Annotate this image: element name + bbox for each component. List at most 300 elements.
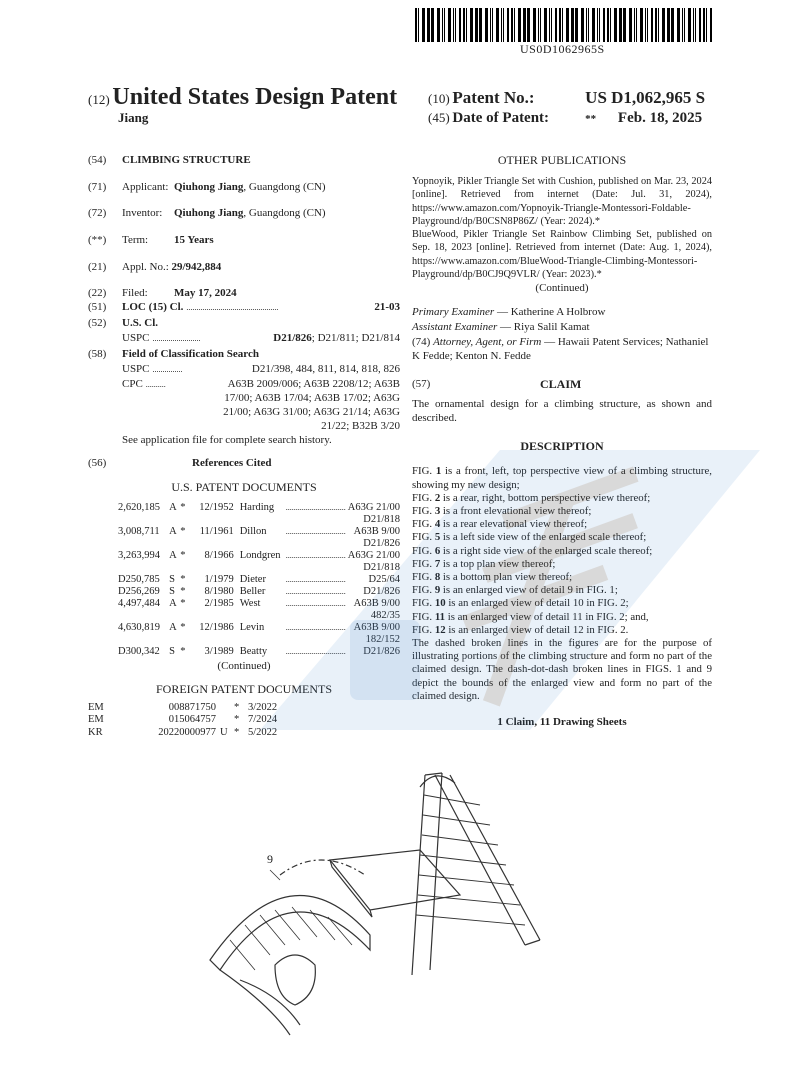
term-row [88,233,400,247]
ref-star: * [180,586,186,597]
barcode-bar [540,8,541,42]
ref-cls: D21/826 [363,646,400,657]
label: Appl. No.: [122,261,169,273]
barcode-bar [544,8,547,42]
right-column [412,153,712,729]
barcode-bar [688,8,691,42]
barcode-bar [459,8,461,42]
fig-text: is a front elevational view thereof; [442,504,592,517]
foreign-reference-row [88,702,308,714]
fig-text: is an enlarged view of detail 11 in FIG. 2; and, [447,610,649,623]
fig-prefix: FIG. [412,557,433,570]
figure-description [412,505,712,518]
foreign-number: 008871750 [168,702,216,713]
assistant-examiner [412,320,712,334]
fig-text: is an enlarged view of detail 10 in FIG. 2; [448,597,629,610]
ref-cls: A63G 21/00 [347,550,400,561]
label: USPC [122,332,150,344]
date-marker: ** [585,113,597,125]
inventor-name: Qiuhong Jiang [174,207,244,219]
fig-prefix: FIG. [412,610,433,623]
barcode-bar [636,8,637,42]
reference-row [118,598,400,610]
barcode-bar [437,8,440,42]
fig-prefix: FIG. [412,597,433,610]
fig-number: 10 [434,597,446,610]
fig-text: is a right side view of the enlarged scale thereof; [442,544,653,557]
foreign-number: 015064757 [168,714,216,726]
loc-row [88,300,400,315]
fig-number: 3 [434,504,441,517]
ref-cls2: D21/826 [363,538,400,549]
barcode-bar [538,8,539,42]
reference-row-cont [118,538,400,550]
leader-dots: .............................. [285,587,346,596]
code: (22) [88,287,107,299]
barcode-bar [455,8,456,42]
appl-number: 29/942,884 [171,261,222,273]
barcode-bar [693,8,694,42]
fig-text: is a top plan view thereof; [442,557,556,570]
ref-date: 2/1985 [204,598,234,609]
barcode-bar [640,8,643,42]
foreign-country: EM [88,702,104,713]
foreign-date: 3/2022 [248,702,278,713]
claims-summary: 1 Claim, 11 Drawing Sheets [497,716,627,729]
barcode-bar [518,8,521,42]
patent-date: Feb. 18, 2025 [617,110,703,126]
code: (71) [88,181,107,193]
barcode-bar [415,8,417,42]
invention-title: CLIMBING STRUCTURE [122,154,251,166]
foreign-kind [220,702,234,714]
reference-row-cont [118,562,400,574]
barcode-bar [463,8,465,42]
title-row [88,153,400,167]
code: (52) [88,317,107,329]
foreign-date: 7/2024 [248,714,278,726]
ref-name: Dieter [239,574,266,585]
barcode-bar [588,8,589,42]
references-heading-row [88,457,400,471]
fig-prefix: FIG. [412,491,433,504]
barcode-bar [571,8,574,42]
barcode-bar [684,8,685,42]
barcode-bar [655,8,657,42]
ref-cls2: 182/152 [365,634,400,645]
ref-kind: S [169,574,175,585]
barcode-bar [527,8,530,42]
barcode-bar [667,8,670,42]
fig-prefix: FIG. [412,518,433,531]
reference-row [118,502,400,514]
barcode-bar [492,8,493,42]
barcode-bar [610,8,611,42]
label: Applicant: [122,181,169,193]
fig-number: 7 [434,557,441,570]
fig-number: 12 [434,623,446,636]
field-row [88,347,400,361]
label: Primary Examiner [412,306,495,319]
fig-text: is an enlarged view of detail 9 in FIG. 1; [442,584,618,597]
barcode-bar [592,8,595,42]
foreign-reference-row [88,727,308,739]
barcode-bar [448,8,451,42]
figure-description [412,584,712,597]
barcode-bar [597,8,598,42]
ref-kind: A [169,622,177,633]
barcode-bar [490,8,491,42]
ref-date: 12/1986 [199,622,234,633]
ref-number: D256,269 [118,586,160,597]
description-body [412,465,712,703]
fig-text: is an enlarged view of detail 12 in FIG. 2. [448,623,629,636]
dots: ............... [152,365,183,374]
fig-text: is a front, left, top perspective view of a climbing structure, showing my new design; [412,465,712,491]
figure-description [412,465,712,491]
barcode-bar [658,8,659,42]
reference-row [118,574,400,586]
foreign-references-table [88,702,308,739]
ref-date: 8/1966 [204,550,234,561]
description-closing: The dashed broken lines in the figures are for the purpose of illustrating portions of the climbing structure and form no part of the claimed design. The dash-dot-dash broken lines in FIGS. 1 and 9 depict the bounds of the enlarged view and form no part of the claimed design. [412,637,712,702]
continued-link[interactable]: (Continued) [217,660,271,672]
code: (51) [88,301,107,313]
ref-date: 12/1952 [199,502,234,513]
figure-description [412,558,712,571]
code: (56) [88,457,107,469]
detail-label: 9 [267,852,273,866]
code: (54) [88,154,107,166]
barcode-bar [501,8,502,42]
reference-row [118,646,400,658]
barcode-bar [607,8,609,42]
ref-name: West [239,598,261,609]
loc-value: 21-03 [374,301,400,313]
barcode-bar [503,8,504,42]
barcode-bar [444,8,445,42]
barcode-bar [603,8,605,42]
ref-number: 3,008,711 [118,526,160,537]
patent-no-label: Patent No.: [452,88,535,107]
barcode-bar [551,8,552,42]
label: LOC (15) Cl. [122,301,184,313]
references-title: References Cited [192,457,272,469]
assistant-examiner-name: — Riya Salil Kamat [500,321,590,334]
attorney [412,335,712,363]
primary-examiner [412,305,712,319]
ref-name: Beatty [239,646,268,657]
leader-dots: .............................. [285,503,346,512]
ref-cls2: D21/818 [363,562,400,573]
cpc-line: 21/00; A63G 31/00; A63G 21/14; A63G [223,406,400,418]
leader-dots: .............................. [285,551,346,560]
design-drawing-fig1 [180,765,620,1065]
barcode-bar [623,8,626,42]
publication-item: BlueWood, Pikler Triangle Set Rainbow Climbing Set, published on Sep. 18, 2023 [online]. Retrieved from internet (Date: Aug. 1, 2024), https://www.amazon.com/BlueWood-Triangle-Climbing-Montessori-Playground/dp/B0CJ9Q9VLR/ (Year: 2023).* [412,229,712,281]
claim-text: The ornamental design for a climbing structure, as shown and described. [412,398,712,425]
description-heading: DESCRIPTION [520,439,604,454]
leader-dots: .............................. [285,575,346,584]
inventor-surname: Jiang [118,110,149,125]
code: (58) [88,348,107,360]
label: Filed: [122,287,148,299]
barcode-bar [562,8,563,42]
fig-prefix: FIG. [412,623,433,636]
barcode-bar [699,8,701,42]
uscl-row [88,316,400,330]
fig-text: is a bottom plan view thereof; [442,571,573,583]
barcode-bar [703,8,705,42]
ref-date: 3/1989 [204,646,234,657]
applicant-row [88,180,400,194]
leader-dots: .............................. [285,599,346,608]
barcode-bar [475,8,478,42]
barcode-bar [555,8,557,42]
ref-name: Dillon [239,526,267,537]
leader-dots: .............................. [285,527,346,536]
fig-number: 2 [434,491,441,504]
barcode-bar [645,8,646,42]
label: Inventor: [122,207,163,219]
barcode-bar [466,8,467,42]
barcode-bar [533,8,536,42]
code: (**) [88,234,107,246]
figure-description [412,545,712,558]
foreign-kind [220,714,234,726]
barcode-bar [651,8,653,42]
barcode-bar [647,8,648,42]
figure-description [412,518,712,531]
leader-dots: .............................. [285,647,346,656]
date-label: Date of Patent: [452,110,550,126]
ref-cls2: 482/35 [370,610,400,621]
code: (21) [88,261,107,273]
barcode-bar [549,8,550,42]
figure-description [412,611,712,624]
barcode-bar [485,8,488,42]
references-section [88,457,400,739]
fig-number: 1 [435,465,442,478]
fig-text: is a rear elevational view thereof; [442,518,588,531]
barcode-bar [442,8,443,42]
ref-number: D300,342 [118,646,160,657]
barcode-bar [511,8,513,42]
foreign-country: EM [88,714,104,726]
foreign-patents-heading: FOREIGN PATENT DOCUMENTS [155,682,333,696]
fig-prefix: FIG. [412,465,433,478]
fig-number: 4 [434,518,441,531]
barcode-bar [586,8,587,42]
ref-kind: A [169,550,177,561]
ref-number: 4,630,819 [118,622,160,633]
ref-number: D250,785 [118,574,160,585]
cpc-line: 21/22; B32B 3/20 [321,420,400,432]
ref-kind: A [169,502,177,513]
barcode-bar [581,8,584,42]
ref-star: * [180,646,186,657]
ref-number: 4,497,484 [118,598,160,609]
ref-date: 8/1980 [204,586,234,597]
ref-cls2: D21/818 [363,514,400,525]
inventor-location: , Guangdong (CN) [243,207,326,219]
ref-cls: A63G 21/00 [347,502,400,513]
ref-number: 3,263,994 [118,550,160,561]
patent-header-left [88,84,397,111]
uscl-rest: ; D21/811; D21/814 [311,332,400,344]
figure-description [412,571,712,584]
ref-cls: D21/826 [363,586,400,597]
ref-star: * [180,550,186,561]
barcode-bar [706,8,707,42]
reference-row [118,526,400,538]
ref-cls: D25/64 [368,574,400,585]
ref-name: Londgren [239,550,281,561]
ref-kind: S [169,586,175,597]
fig-prefix: FIG. [412,531,433,544]
appl-row [88,260,400,274]
patent-date-line [428,110,702,127]
barcode-text: US0D1062965S [520,42,605,56]
ref-cls: A63B 9/00 [353,598,400,609]
fig-number: 6 [434,544,441,557]
other-publications-heading: OTHER PUBLICATIONS [497,153,627,167]
ref-number: 2,620,185 [118,502,160,513]
claim-heading-row [412,377,712,391]
applicant-location: , Guangdong (CN) [243,181,326,193]
label: Field of Classification Search [122,348,259,360]
fig-number: 5 [434,531,441,544]
cpc-line: 17/00; A63B 17/04; A63B 17/02; A63G [224,392,400,404]
fig-text: is a left side view of the enlarged scale thereof; [442,531,647,544]
patent-number: US D1,062,965 S [585,88,706,107]
filed-date: May 17, 2024 [174,287,237,299]
barcode-bar [427,8,430,42]
ref-name: Levin [239,622,265,633]
attorney-names: — Hawaii Patent Services; Nathaniel K Fedde; Kenton N. Fedde [412,336,709,363]
date-code: (45) [428,110,450,125]
filed-row [88,286,400,300]
fig-prefix: FIG. [412,584,433,597]
fig-number: 8 [434,571,441,583]
us-references-table [118,502,400,658]
applicant-name: Qiuhong Jiang [174,181,244,193]
barcode-bar [629,8,632,42]
barcode-bar [671,8,674,42]
barcode-bar [514,8,515,42]
field-uspc-row [88,362,400,377]
label: CPC [122,378,143,390]
dots: ........................ [152,334,201,343]
foreign-star: * [234,726,240,738]
leader-dots: .............................. [285,623,346,632]
label: Assistant Examiner [412,321,498,334]
reference-row-cont [118,514,400,526]
us-patents-heading: U.S. PATENT DOCUMENTS [171,480,317,494]
barcode-bar [599,8,600,42]
fig-prefix: FIG. [412,544,433,557]
fig-text: is a rear, right, bottom perspective view thereof; [442,491,651,504]
patent-type: United States Design Patent [112,84,398,110]
dots: .......... [145,380,166,389]
continued-link[interactable]: (Continued) [535,282,589,295]
code: (72) [88,207,107,219]
figure-description [412,492,712,505]
reference-row [118,622,400,634]
primary-examiner-name: — Katherine A Holbrow [496,306,606,319]
foreign-star: * [234,702,240,713]
type-code: (12) [88,92,110,107]
foreign-date: 5/2022 [248,726,278,738]
field-cpc-row [88,377,400,392]
barcode-bar [496,8,499,42]
inventor-row [88,206,400,220]
fig-prefix: FIG. [412,571,433,583]
patent-number-line [428,88,705,108]
reference-row-cont [118,634,400,646]
reference-row [118,550,400,562]
figure-description [412,531,712,544]
label: U.S. Cl. [122,317,159,329]
ref-star: * [180,526,186,537]
figure-description [412,597,712,610]
foreign-reference-row [88,714,308,726]
barcode-bar [566,8,569,42]
ref-star: * [180,622,186,633]
ref-cls: A63B 9/00 [353,622,400,633]
reference-row-cont [118,610,400,622]
barcode-bar [710,8,712,42]
foreign-number: 20220000977 [158,726,216,738]
fig-number: 9 [434,584,441,597]
barcode-bar [470,8,473,42]
barcode-bar [431,8,434,42]
barcode-bar [453,8,454,42]
fig-prefix: FIG. [412,504,433,517]
barcode-bar [677,8,680,42]
barcode-bar [682,8,683,42]
foreign-country: KR [88,726,103,738]
barcode-bar [614,8,617,42]
ref-date: 11/1961 [199,526,234,537]
figure-description [412,624,712,637]
label: Term: [122,234,149,246]
barcode-bar [575,8,578,42]
ref-star: * [180,598,186,609]
ref-name: Harding [239,502,275,513]
term-value: 15 Years [174,234,214,246]
barcode-bar [619,8,622,42]
uscl-uspc-row [88,331,400,346]
ref-name: Beller [239,586,266,597]
field-note: See application file for complete search history. [122,434,332,446]
barcode-bar [523,8,526,42]
barcode-bar [634,8,635,42]
reference-row [118,586,400,598]
field-uspc: D21/398, 484, 811, 814, 818, 826 [251,363,400,375]
label: Attorney, Agent, or Firm [433,336,542,349]
barcode-bar [422,8,425,42]
barcode-bar [418,8,419,42]
barcode [415,8,712,42]
barcode-bar [559,8,561,42]
foreign-star: * [234,714,240,726]
ref-cls: A63B 9/00 [353,526,400,537]
barcode-bar [662,8,665,42]
fig-number: 11 [434,610,446,623]
code: (74) [412,336,431,349]
ref-star: * [180,502,186,513]
